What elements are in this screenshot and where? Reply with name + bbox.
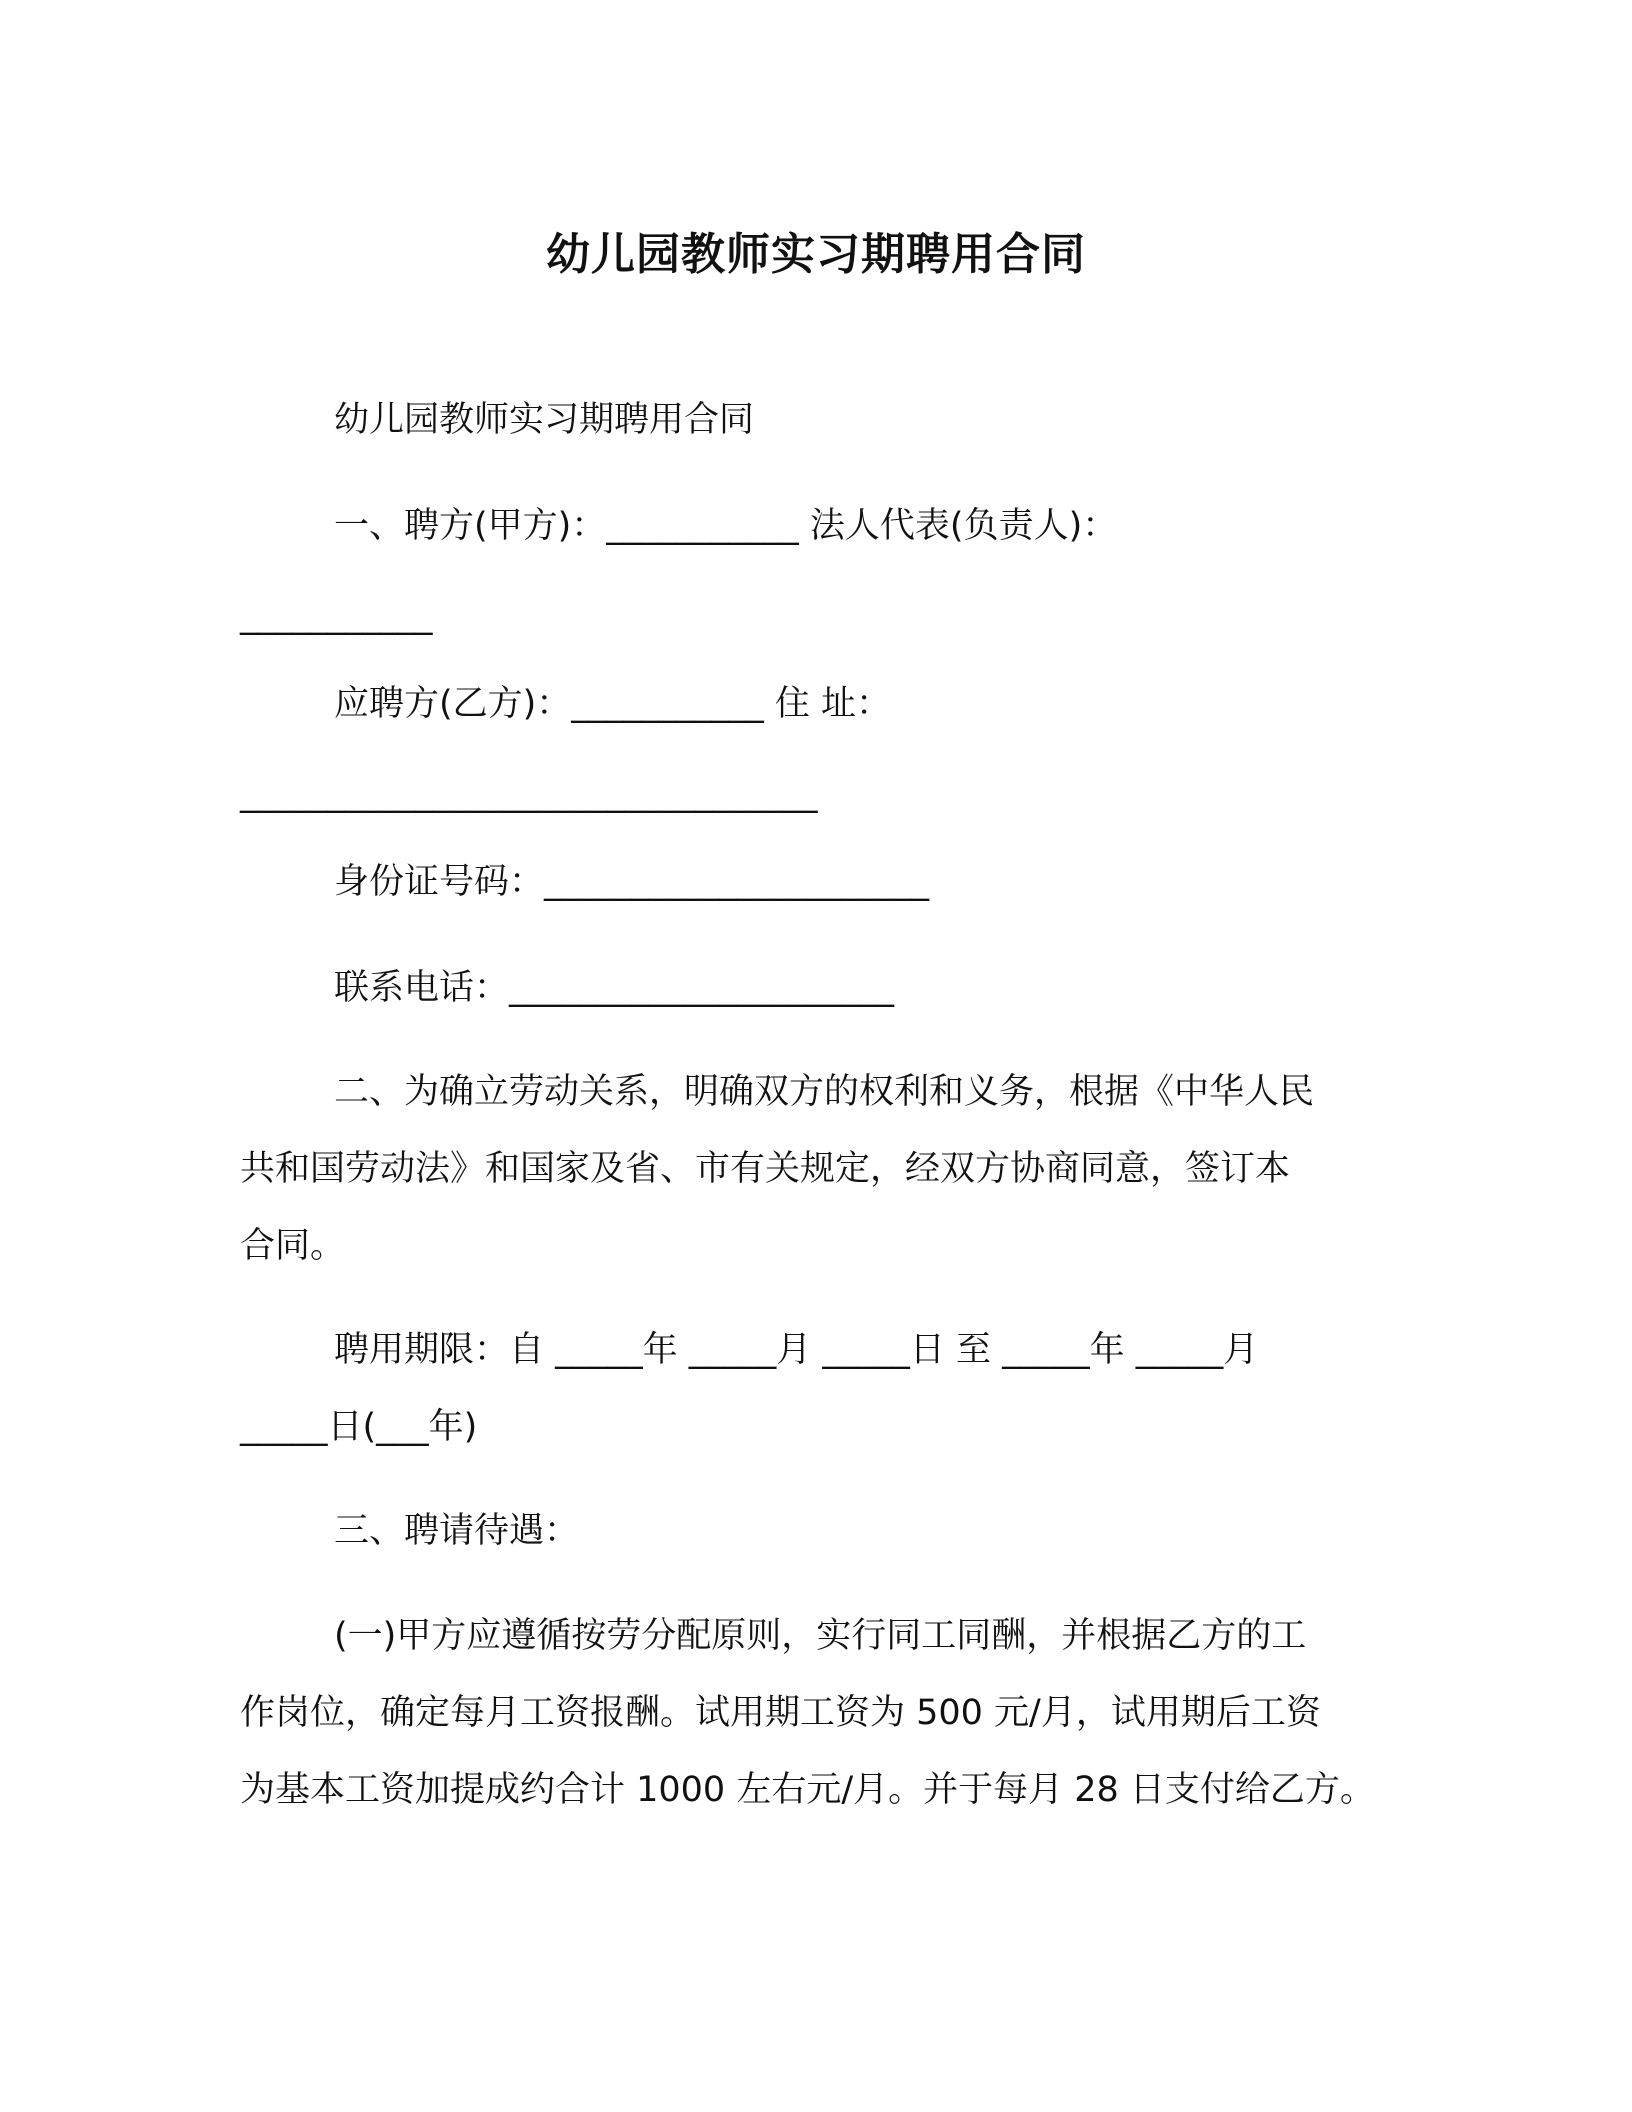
party-b-line: 应聘方(乙方)：___________ 住 址： [334,684,892,724]
salary-line-3: 为基本工资加提成约合计 1000 左右元/月。并于每月 28 日支付给乙方。 [240,1770,1375,1810]
clause-three-heading: 三、聘请待遇： [334,1511,580,1551]
term-line-2: _____日(___年) [240,1407,478,1447]
clause-two-line-2: 共和国劳动法》和国家及省、市有关规定，经双方协商同意，签订本 [240,1149,1291,1189]
salary-line-1: (一)甲方应遵循按劳分配原则，实行同工同酬，并根据乙方的工 [334,1616,1307,1656]
term-line-1: 聘用期限：自 _____年 _____月 _____日 至 _____年 _____月 [334,1330,1259,1370]
address-blank: _________________________________ [240,774,818,814]
clause-two-line-3: 合同。 [240,1226,346,1266]
salary-line-2: 作岗位，确定每月工资报酬。试用期工资为 500 元/月，试用期后工资 [240,1693,1321,1733]
party-a-line: 一、聘方(甲方)：___________ 法人代表(负责人)： [334,506,1118,546]
phone-line: 联系电话：______________________ [334,968,895,1008]
clause-two-line-1: 二、为确立劳动关系，明确双方的权利和义务，根据《中华人民 [334,1072,1315,1112]
document-title: 幼儿园教师实习期聘用合同 [546,229,1086,280]
party-a-representative-blank: ___________ [240,596,433,636]
subtitle-line: 幼儿园教师实习期聘用合同 [334,400,755,440]
id-number-line: 身份证号码：______________________ [334,862,930,902]
